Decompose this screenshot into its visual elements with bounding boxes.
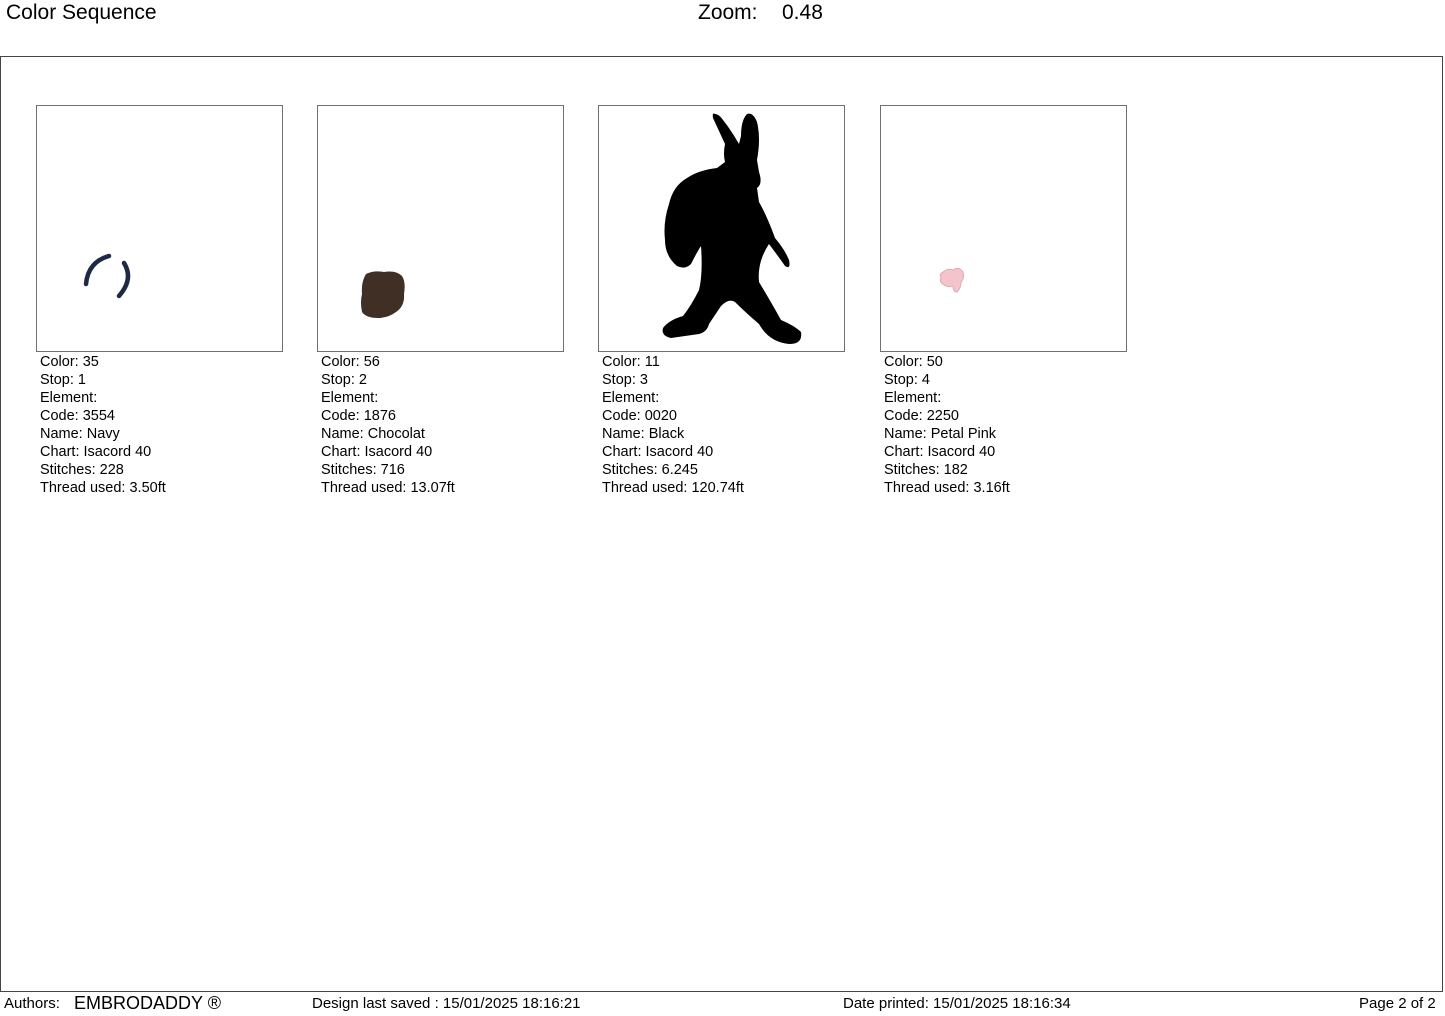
swatch-stitches: Stitches: 6.245 — [602, 462, 698, 478]
swatch-code: Code: 3554 — [40, 408, 115, 424]
swatch-chart: Chart: Isacord 40 — [602, 444, 714, 460]
page-number: Page 2 of 2 — [1359, 995, 1436, 1012]
page-title: Color Sequence — [6, 1, 157, 24]
swatch-stop: Stop: 4 — [884, 372, 930, 388]
swatch-code: Code: 2250 — [884, 408, 959, 424]
fist-shape-icon — [318, 106, 563, 351]
swatch-name: Name: Petal Pink — [884, 426, 997, 442]
swatch-thread-used: Thread used: 120.74ft — [602, 480, 744, 496]
swatch-stop: Stop: 3 — [602, 372, 648, 388]
swatch-stitches: Stitches: 716 — [321, 462, 405, 478]
swatch-name: Name: Navy — [40, 426, 120, 442]
swatch-thread-used: Thread used: 3.16ft — [884, 480, 1010, 496]
design-last-saved: Design last saved : 15/01/2025 18:16:21 — [312, 995, 581, 1012]
color-swatch-card — [880, 105, 1127, 497]
swatch-color: Color: 56 — [321, 354, 380, 370]
pink-blob-icon — [881, 106, 1126, 351]
swatch-name: Name: Black — [602, 426, 685, 442]
swatch-preview — [36, 105, 283, 352]
swatch-code: Code: 0020 — [602, 408, 677, 424]
authors-label: Authors: — [4, 995, 60, 1012]
swatch-thread-used: Thread used: 3.50ft — [40, 480, 166, 496]
swatch-chart: Chart: Isacord 40 — [40, 444, 152, 460]
swatch-preview — [598, 105, 845, 352]
color-swatch-card — [598, 105, 845, 497]
zoom-value: 0.48 — [782, 1, 823, 24]
color-swatch-card — [317, 105, 564, 497]
swatch-thread-used: Thread used: 13.07ft — [321, 480, 455, 496]
zoom-label: Zoom: — [698, 1, 758, 24]
swatch-stitches: Stitches: 182 — [884, 462, 968, 478]
swatch-chart: Chart: Isacord 40 — [884, 444, 996, 460]
arc-shape-icon — [37, 106, 282, 351]
bigfoot-bunny-silhouette-icon — [599, 106, 844, 351]
swatch-name: Name: Chocolat — [321, 426, 425, 442]
swatch-element: Element: — [321, 390, 379, 406]
swatch-color: Color: 50 — [884, 354, 943, 370]
swatch-preview — [880, 105, 1127, 352]
color-swatch-card — [36, 105, 283, 497]
swatch-code: Code: 1876 — [321, 408, 396, 424]
swatch-color: Color: 35 — [40, 354, 99, 370]
swatch-color: Color: 11 — [602, 354, 660, 370]
swatch-stop: Stop: 1 — [40, 372, 86, 388]
swatch-preview — [317, 105, 564, 352]
page-footer — [0, 994, 1445, 1016]
swatch-stitches: Stitches: 228 — [40, 462, 124, 478]
date-printed: Date printed: 15/01/2025 18:16:34 — [843, 995, 1071, 1012]
swatch-stop: Stop: 2 — [321, 372, 367, 388]
authors-value: EMBRODADDY ® — [74, 993, 221, 1013]
swatch-element: Element: — [40, 390, 98, 406]
swatch-chart: Chart: Isacord 40 — [321, 444, 433, 460]
swatch-element: Element: — [884, 390, 942, 406]
swatch-element: Element: — [602, 390, 660, 406]
